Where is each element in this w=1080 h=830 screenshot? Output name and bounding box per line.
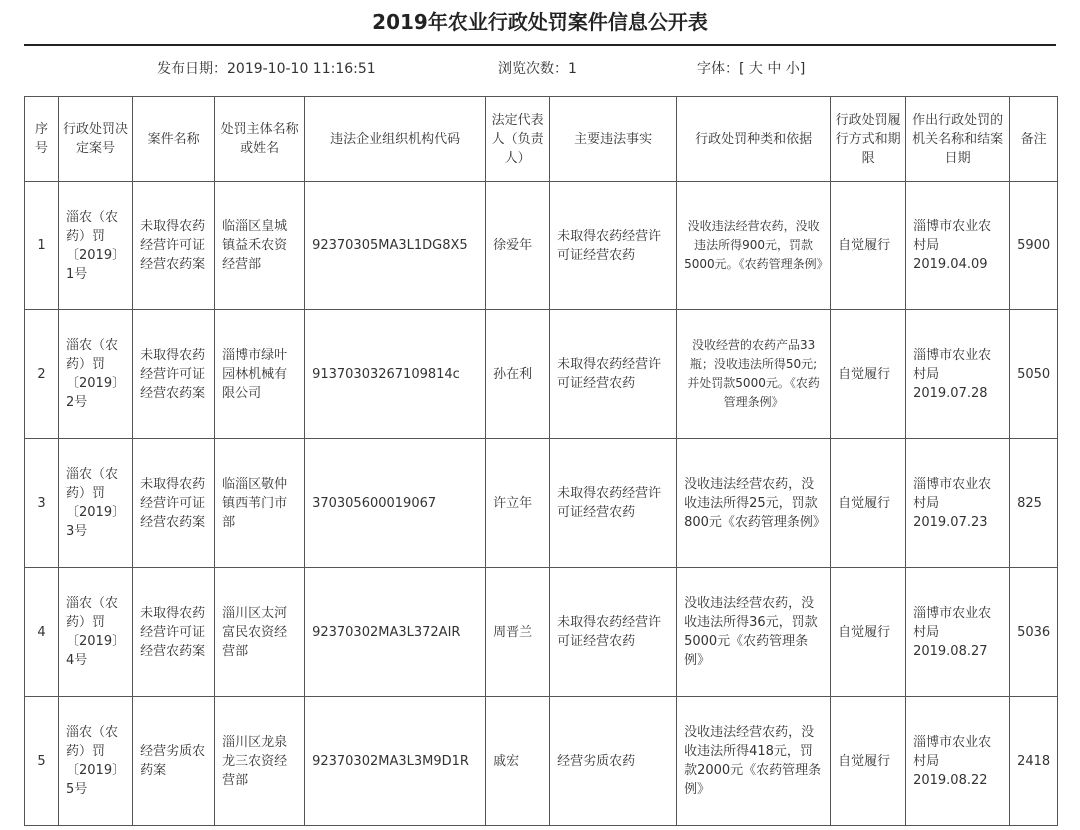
header-case-no: 行政处罚决定案号	[59, 97, 133, 182]
cell-note: 2418	[1010, 697, 1058, 826]
cell-case-name: 未取得农药经营许可证经营农药案	[133, 568, 215, 697]
cell-fact: 未取得农药经营许可证经营农药	[550, 182, 677, 310]
table-row	[25, 697, 1058, 826]
cell-case-no: 淄农（农药）罚〔2019〕3号	[59, 439, 133, 568]
cell-execution: 自觉履行	[831, 310, 906, 439]
authority-name: 淄博市农业农村局	[913, 347, 992, 382]
cell-case-no: 淄农（农药）罚〔2019〕2号	[59, 310, 133, 439]
authority-name: 淄博市农业农村局	[913, 476, 992, 511]
cell-note: 825	[1010, 439, 1058, 568]
font-size-large-link[interactable]: 大	[748, 61, 763, 77]
authority-name: 淄博市农业农村局	[913, 219, 992, 253]
authority-date: 2019.07.28	[913, 385, 988, 401]
cell-penalty: 没收经营的农药产品33瓶；没收违法所得50元;并处罚款5000元。《农药管理条例》	[677, 310, 831, 439]
cell-note: 5050	[1010, 310, 1058, 439]
font-size-bracket-end: ]	[799, 61, 806, 77]
view-count: 浏览次数：1	[498, 61, 577, 77]
header-execution: 行政处罚履行方式和期限	[831, 97, 906, 182]
table-row	[25, 310, 1058, 439]
cell-seq: 5	[25, 697, 59, 826]
cell-representative: 孙在利	[486, 310, 550, 439]
cell-execution: 自觉履行	[831, 697, 906, 826]
authority-name: 淄博市农业农村局	[913, 734, 992, 769]
cell-note: 5036	[1010, 568, 1058, 697]
header-org-code: 违法企业组织机构代码	[305, 97, 486, 182]
cell-seq: 3	[25, 439, 59, 568]
cell-entity: 淄川区龙泉龙三农资经营部	[215, 697, 305, 826]
cell-execution: 自觉履行	[831, 568, 906, 697]
title-divider	[24, 44, 1056, 46]
cell-org-code: 92370305MA3L1DG8X5	[305, 182, 486, 310]
cell-execution: 自觉履行	[831, 182, 906, 310]
cell-seq: 1	[25, 182, 59, 310]
header-authority: 作出行政处罚的机关名称和结案日期	[906, 97, 1010, 182]
cell-case-no: 淄农（农药）罚〔2019〕5号	[59, 697, 133, 826]
cell-case-name: 未取得农药经营许可证经营农药案	[133, 310, 215, 439]
table-row	[25, 439, 1058, 568]
authority-date: 2019.08.22	[913, 772, 988, 788]
cell-authority	[906, 568, 1010, 697]
authority-date: 2019.04.09	[913, 257, 988, 272]
cell-authority	[906, 310, 1010, 439]
header-representative: 法定代表人（负责人）	[486, 97, 550, 182]
cell-entity: 临淄区皇城镇益禾农资经营部	[215, 182, 305, 310]
cell-seq: 2	[25, 310, 59, 439]
cell-fact: 未取得农药经营许可证经营农药	[550, 310, 677, 439]
cell-penalty: 没收违法经营农药，没收违法所得900元，罚款5000元。《农药管理条例》	[677, 182, 831, 310]
cell-fact: 经营劣质农药	[550, 697, 677, 826]
cell-representative: 徐爱年	[486, 182, 550, 310]
table-row	[25, 182, 1058, 310]
cell-org-code: 92370302MA3L3M9D1R	[305, 697, 486, 826]
cell-penalty: 没收违法经营农药，没收违法所得418元，罚款2000元《农药管理条例》	[677, 697, 831, 826]
cell-case-name: 未取得农药经营许可证经营农药案	[133, 182, 215, 310]
cell-case-name: 未取得农药经营许可证经营农药案	[133, 439, 215, 568]
cell-authority	[906, 697, 1010, 826]
cell-seq: 4	[25, 568, 59, 697]
cell-entity: 临淄区敬仲镇西苇门市部	[215, 439, 305, 568]
page-title: 2019年农业行政处罚案件信息公开表	[372, 10, 708, 34]
cell-representative: 戚宏	[486, 697, 550, 826]
header-fact: 主要违法事实	[550, 97, 677, 182]
cell-authority	[906, 439, 1010, 568]
cell-fact: 未取得农药经营许可证经营农药	[550, 568, 677, 697]
cell-penalty: 没收违法经营农药，没收违法所得25元，罚款800元《农药管理条例》	[677, 439, 831, 568]
cell-org-code: 91370303267109814c	[305, 310, 486, 439]
penalty-table	[24, 96, 1058, 826]
cell-org-code: 92370302MA3L372AIR	[305, 568, 486, 697]
font-size-label: 字体：[	[697, 61, 745, 77]
cell-entity: 淄博市绿叶园林机械有限公司	[215, 310, 305, 439]
cell-execution: 自觉履行	[831, 439, 906, 568]
header-penalty: 行政处罚种类和依据	[677, 97, 831, 182]
cell-entity: 淄川区太河富民农资经营部	[215, 568, 305, 697]
cell-case-name: 经营劣质农药案	[133, 697, 215, 826]
font-size-medium-link[interactable]: 中	[767, 61, 782, 77]
cell-authority	[906, 182, 1010, 310]
cell-case-no: 淄农（农药）罚〔2019〕1号	[59, 182, 133, 310]
cell-note: 5900	[1010, 182, 1058, 310]
table-header-row	[25, 97, 1058, 182]
cell-case-no: 淄农（农药）罚〔2019〕4号	[59, 568, 133, 697]
authority-date: 2019.07.23	[913, 514, 988, 530]
cell-penalty: 没收违法经营农药，没收违法所得36元，罚款5000元《农药管理条例》	[677, 568, 831, 697]
header-case-name: 案件名称	[133, 97, 215, 182]
font-size-switcher	[697, 58, 805, 78]
font-size-small-link[interactable]: 小	[785, 61, 800, 77]
header-seq: 序号	[25, 97, 59, 182]
publish-date: 发布日期：2019-10-10 11:16:51	[157, 61, 376, 77]
cell-representative: 许立年	[486, 439, 550, 568]
cell-fact: 未取得农药经营许可证经营农药	[550, 439, 677, 568]
table-row	[25, 568, 1058, 697]
header-note: 备注	[1010, 97, 1058, 182]
authority-date: 2019.08.27	[913, 643, 988, 659]
authority-name: 淄博市农业农村局	[913, 605, 992, 640]
cell-representative: 周晋兰	[486, 568, 550, 697]
cell-org-code: 370305600019067	[305, 439, 486, 568]
header-entity: 处罚主体名称或姓名	[215, 97, 305, 182]
